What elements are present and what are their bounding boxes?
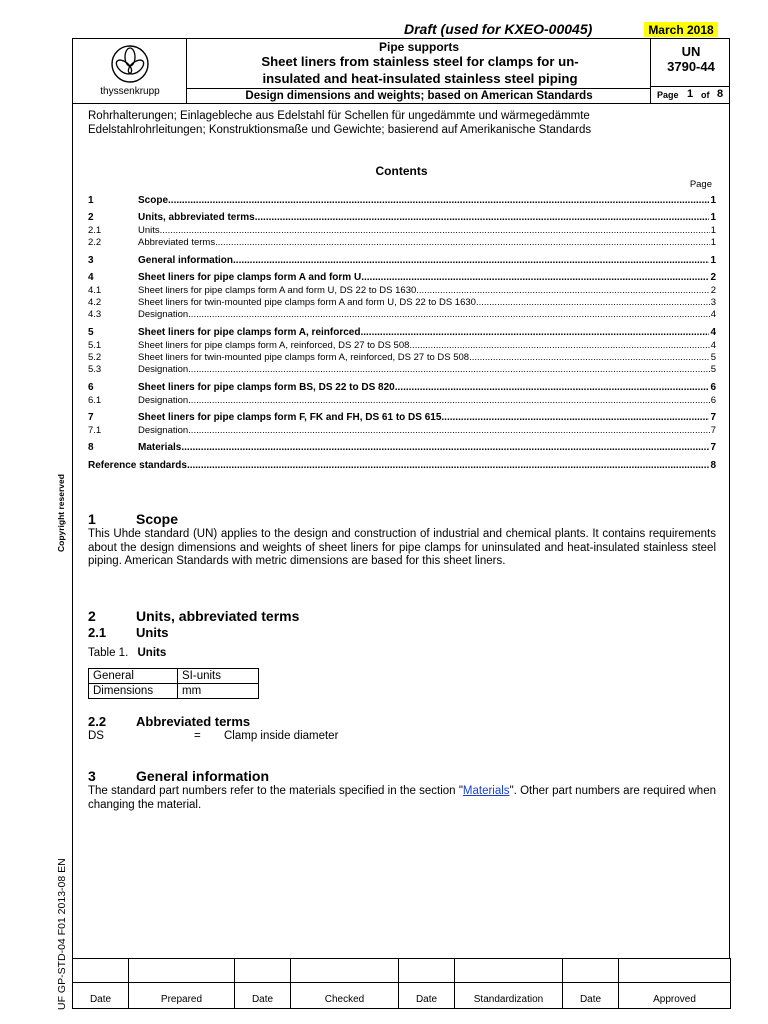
table-row	[89, 669, 259, 684]
table-cell: Dimensions	[89, 684, 178, 699]
toc-entry-page: 1	[710, 195, 716, 206]
document-design-line: Design dimensions and weights; based on American Standards	[187, 88, 651, 104]
approval-cell	[291, 959, 399, 983]
toc-leader-dots	[215, 237, 710, 248]
toc-entry-title: Sheet liners for twin-mounted pipe clamps form A and form U, DS 22 to DS 1630	[138, 297, 476, 308]
approval-label: Standardization	[455, 983, 563, 1009]
title-line-1: Sheet liners from stainless steel for clamps for un-	[261, 54, 579, 69]
approval-label: Checked	[291, 983, 399, 1009]
section-1-title: Scope	[136, 511, 179, 527]
toc-leader-dots	[188, 364, 710, 375]
toc-entry-title: Sheet liners for pipe clamps form A, reinforced, DS 27 to DS 508	[138, 340, 410, 351]
toc-entry-title: Reference standards	[88, 460, 187, 471]
draft-notice: Draft (used for KXEO-00045)	[404, 21, 593, 37]
toc-leader-dots	[360, 327, 709, 338]
table-caption-title: Units	[137, 647, 167, 659]
section-2-2-title: Abbreviated terms	[136, 714, 251, 729]
materials-link[interactable]: Materials	[462, 785, 510, 797]
toc-entry[interactable]	[88, 237, 716, 248]
toc-entry-page: 7	[710, 425, 716, 436]
approval-label: Date	[399, 983, 455, 1009]
toc-entry[interactable]	[88, 364, 716, 375]
toc-entry-page: 2	[710, 272, 716, 283]
toc-entry-page: 1	[710, 255, 716, 266]
table-cell: General	[89, 669, 178, 684]
approval-cell	[619, 959, 731, 983]
toc-entry-title: Sheet liners for pipe clamps form BS, DS 22 to DS 820	[138, 382, 395, 393]
toc-leader-dots	[233, 255, 709, 266]
toc-entry-page: 1	[710, 237, 716, 248]
toc-leader-dots	[416, 285, 709, 296]
toc-entry-page: 6	[710, 395, 716, 406]
toc-leader-dots	[255, 212, 710, 223]
abbreviation-definition: Clamp inside diameter	[224, 730, 339, 742]
abbreviation-term: DS	[88, 730, 104, 742]
toc-entry[interactable]	[88, 442, 716, 453]
toc-entry-number: 7	[88, 412, 94, 423]
document-header	[72, 38, 730, 104]
units-table	[88, 668, 259, 699]
approval-cell	[73, 959, 129, 983]
approval-cell	[399, 959, 455, 983]
toc-entry-title: Designation	[138, 309, 189, 320]
approval-table	[72, 958, 731, 1009]
toc-entry-page: 4	[710, 309, 716, 320]
toc-entry-title: Abbreviated terms	[138, 237, 216, 248]
contents-heading: Contents	[375, 164, 428, 178]
approval-label: Approved	[619, 983, 731, 1009]
toc-entry-number: 8	[88, 442, 94, 453]
toc-entry-number: 7.1	[88, 425, 102, 436]
toc-entry[interactable]	[88, 225, 716, 236]
toc-leader-dots	[409, 340, 709, 351]
toc-leader-dots	[160, 225, 710, 236]
approval-label: Date	[235, 983, 291, 1009]
toc-entry-page: 5	[710, 364, 716, 375]
un-label: UN	[681, 44, 701, 59]
toc-entry[interactable]	[88, 195, 716, 206]
section-1-text: This Uhde standard (UN) applies to the design and construction of industrial and chemical plants. It contains requirements about the design dimensions and weights of sheet liners for pipe clamps for uninsulated and heat-insulated stainless steel piping. American Standards with metric dimensions are based for this sheet liners.	[88, 528, 716, 567]
toc-entry[interactable]	[88, 297, 716, 308]
copyright-notice: Copyright reserved	[56, 474, 66, 552]
toc-entry-number: 4.1	[88, 285, 102, 296]
toc-entry-number: 5	[88, 327, 94, 338]
toc-entry-number: 3	[88, 255, 94, 266]
toc-leader-dots	[441, 412, 709, 423]
table-caption	[88, 647, 166, 659]
approval-label: Date	[563, 983, 619, 1009]
toc-entry[interactable]	[88, 382, 716, 393]
copyright-wrap	[56, 474, 68, 642]
toc-entry-title: Sheet liners for pipe clamps form A, reinforced	[138, 327, 361, 338]
toc-entry[interactable]	[88, 395, 716, 406]
toc-entry-title: Sheet liners for pipe clamps form A and form U	[138, 272, 362, 283]
toc-entry[interactable]	[88, 285, 716, 296]
toc-entry-page: 7	[710, 442, 716, 453]
toc-entry[interactable]	[88, 412, 716, 423]
toc-entry-title: Units, abbreviated terms	[138, 212, 255, 223]
draft-date-badge: March 2018	[644, 22, 718, 37]
toc-entry-title: Sheet liners for pipe clamps form F, FK and FH, DS 61 to DS 615	[138, 412, 442, 423]
toc-leader-dots	[476, 297, 710, 308]
toc-entry-page: 6	[710, 382, 716, 393]
toc-entry[interactable]	[88, 327, 716, 338]
title-line-2: insulated and heat-insulated stainless steel piping	[262, 71, 578, 86]
page-label: Page	[657, 90, 679, 100]
abbreviation-equals: =	[194, 730, 201, 742]
logo-text: thyssenkrupp	[100, 86, 160, 97]
toc-entry[interactable]	[88, 460, 716, 471]
toc-entry-number: 5.3	[88, 364, 102, 375]
un-number: 3790-44	[667, 59, 715, 74]
section-3-text	[88, 785, 716, 812]
toc-leader-dots	[395, 382, 710, 393]
toc-entry-number: 1	[88, 195, 94, 206]
page-current: 1	[687, 88, 694, 100]
approval-signature-row	[73, 959, 731, 983]
toc-leader-dots	[187, 460, 710, 471]
toc-leader-dots	[361, 272, 709, 283]
toc-entry-number: 5.1	[88, 340, 102, 351]
toc-entry[interactable]	[88, 352, 716, 363]
contents-page-column-heading: Page	[689, 179, 712, 190]
section-3-title: General information	[136, 768, 270, 784]
toc-entry-title: Designation	[138, 364, 189, 375]
table-caption-prefix: Table 1.	[88, 647, 129, 659]
table-row	[89, 684, 259, 699]
toc-entry-title: Units	[138, 225, 160, 236]
toc-entry-number: 5.2	[88, 352, 102, 363]
section-3-number: 3	[88, 768, 96, 784]
toc-entry-title: Sheet liners for pipe clamps form A and form U, DS 22 to DS 1630	[138, 285, 417, 296]
toc-entry-number: 2.1	[88, 225, 102, 236]
approval-cell	[455, 959, 563, 983]
toc-entry-page: 2	[710, 285, 716, 296]
table-cell: mm	[178, 684, 259, 699]
toc-entry[interactable]	[88, 212, 716, 223]
toc-entry-number: 6	[88, 382, 94, 393]
approval-label: Date	[73, 983, 129, 1009]
toc-leader-dots	[469, 352, 710, 363]
toc-leader-dots	[188, 309, 710, 320]
german-title: Rohrhalterungen; Einlagebleche aus Edelstahl für Schellen für ungedämmte und wärmegedämmte Edelstahlrohrleitungen; Konstruktionsmaße und Gewichte; basierend auf Amerikanische Standards	[88, 110, 592, 136]
toc-leader-dots	[181, 442, 709, 453]
toc-entry[interactable]	[88, 272, 716, 283]
approval-cell	[129, 959, 235, 983]
section-2-number: 2	[88, 608, 96, 624]
form-identifier: UF GP-STD-04 F01 2013-08 EN	[56, 858, 68, 1010]
document-title	[189, 53, 651, 87]
section-2-1-number: 2.1	[88, 625, 107, 640]
approval-cell	[563, 959, 619, 983]
toc-entry[interactable]	[88, 309, 716, 320]
standard-number	[652, 44, 730, 74]
toc-entry-number: 2.2	[88, 237, 102, 248]
section-2-2-number: 2.2	[88, 714, 107, 729]
toc-entry-title: Designation	[138, 395, 189, 406]
toc-entry-page: 7	[710, 412, 716, 423]
approval-cell	[235, 959, 291, 983]
toc-entry-number: 4.2	[88, 297, 102, 308]
toc-entry-number: 4	[88, 272, 94, 283]
toc-entry-page: 5	[710, 352, 716, 363]
toc-entry[interactable]	[88, 340, 716, 351]
toc-entry-page: 4	[710, 340, 716, 351]
page-indicator	[651, 86, 730, 104]
table-cell: SI-units	[178, 669, 259, 684]
section-2-1-title: Units	[136, 625, 169, 640]
page-total: 8	[717, 88, 724, 100]
toc-entry[interactable]	[88, 425, 716, 436]
logo-icon	[73, 39, 187, 87]
toc-leader-dots	[188, 425, 710, 436]
section-3-text-before: The standard part numbers refer to the materials specified in the section "	[88, 785, 463, 797]
toc-entry-page: 8	[710, 460, 716, 471]
toc-leader-dots	[188, 395, 710, 406]
toc-entry-title: Sheet liners for twin-mounted pipe clamps form A, reinforced, DS 27 to DS 508	[138, 352, 470, 363]
toc-entry[interactable]	[88, 255, 716, 266]
toc-entry-number: 2	[88, 212, 94, 223]
toc-entry-title: Materials	[138, 442, 182, 453]
section-1-number: 1	[88, 511, 96, 527]
toc-entry-page: 1	[710, 225, 716, 236]
section-2-title: Units, abbreviated terms	[136, 608, 300, 624]
toc-entry-title: General information	[138, 255, 234, 266]
approval-label-row	[73, 983, 731, 1009]
toc-entry-page: 4	[710, 327, 716, 338]
toc-entry-page: 3	[710, 297, 716, 308]
toc-entry-number: 4.3	[88, 309, 102, 320]
section-3-text-after: ". Other part numbers are required when changing the material.	[88, 785, 716, 811]
toc-entry-page: 1	[710, 212, 716, 223]
toc-entry-number: 6.1	[88, 395, 102, 406]
approval-label: Prepared	[129, 983, 235, 1009]
toc-leader-dots	[168, 195, 709, 206]
page-of: of	[701, 90, 710, 100]
document-category: Pipe supports	[378, 40, 459, 54]
toc-entry-title: Scope	[138, 195, 169, 206]
toc-entry-title: Designation	[138, 425, 189, 436]
